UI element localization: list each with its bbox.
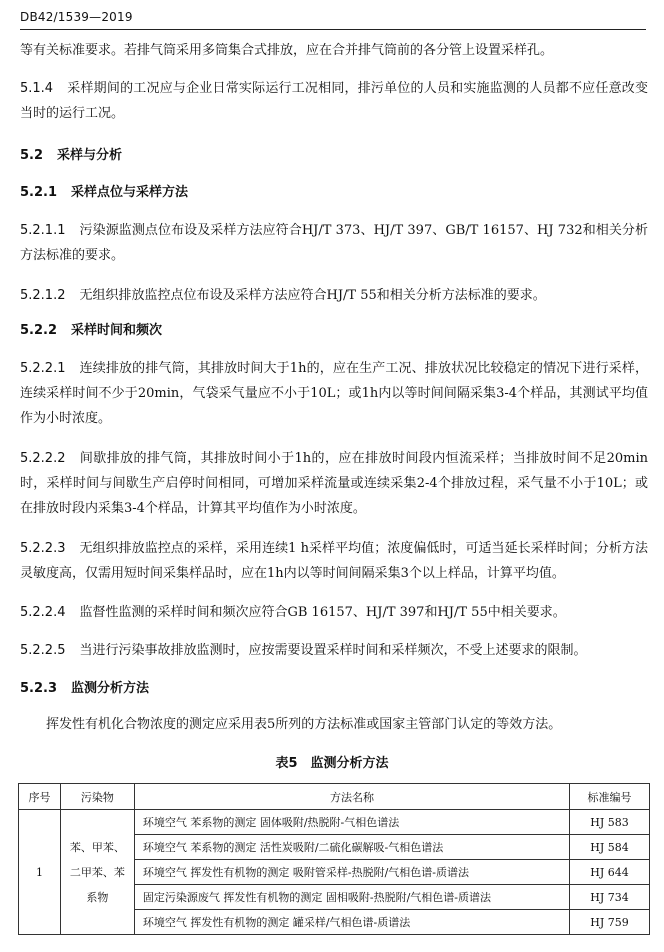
section-title: 监测分析方法 xyxy=(71,681,150,696)
clause-text: 监督性监测的采样时间和频次应符合GB 16157、HJ/T 397和HJ/T 55中相关要求。 xyxy=(79,605,566,620)
section-5-2-3 xyxy=(20,676,648,701)
clause-5-2-2-2 xyxy=(20,446,648,521)
section-5-2 xyxy=(20,143,648,168)
clause-5-2-1-2 xyxy=(20,283,648,308)
clause-text: 无组织排放监控点的采样，采用连续1 h采样平均值；浓度偏低时，可适当延长采样时间；分析方法灵敏度高，仅需用短时间采集样品时，应在1h内以等时间间隔采集3个以上样品，计算平均值。 xyxy=(20,541,648,581)
analysis-method-table xyxy=(18,783,650,935)
paragraph-text: 挥发性有机化合物浓度的测定应采用表5所列的方法标准或国家主管部门认定的等效方法。 xyxy=(46,717,562,732)
paragraph-method-note xyxy=(20,712,648,737)
clause-number: 5.2.2.4 xyxy=(20,605,66,620)
clause-5-2-2-5 xyxy=(20,638,648,663)
cell-std: HJ 644 xyxy=(570,860,650,885)
clause-5-2-1-1 xyxy=(20,218,648,268)
document-code: DB42/1539—2019 xyxy=(20,10,133,24)
header-std: 标准编号 xyxy=(570,784,650,810)
cell-std: HJ 734 xyxy=(570,885,650,910)
section-title: 采样与分析 xyxy=(57,148,123,163)
section-number: 5.2.1 xyxy=(20,185,58,200)
table-title: 表5 监测分析方法 xyxy=(275,756,389,771)
header-method: 方法名称 xyxy=(134,784,569,810)
paragraph-continuation xyxy=(20,38,648,63)
cell-method: 环境空气 挥发性有机物的测定 罐采样/气相色谱-质谱法 xyxy=(134,910,569,935)
clause-number: 5.2.2.1 xyxy=(20,361,66,376)
cell-std: HJ 584 xyxy=(570,835,650,860)
clause-number: 5.2.2.3 xyxy=(20,541,66,556)
section-5-2-1 xyxy=(20,180,648,205)
clause-5-1-4 xyxy=(20,76,648,126)
cell-method: 环境空气 苯系物的测定 固体吸附/热脱附-气相色谱法 xyxy=(134,810,569,835)
clause-text: 污染源监测点位布设及采样方法应符合HJ/T 373、HJ/T 397、GB/T 16157、HJ 732和相关分析方法标准的要求。 xyxy=(20,223,648,263)
clause-text: 当进行污染事故排放监测时，应按需要设置采样时间和采样频次，不受上述要求的限制。 xyxy=(79,643,587,658)
header-seq: 序号 xyxy=(19,784,61,810)
clause-number: 5.2.1.2 xyxy=(20,288,66,303)
cell-std: HJ 759 xyxy=(570,910,650,935)
clause-5-2-2-1 xyxy=(20,356,648,431)
clause-number: 5.1.4 xyxy=(20,81,54,96)
clause-5-2-2-3 xyxy=(20,536,648,586)
section-number: 5.2.2 xyxy=(20,323,58,338)
section-number: 5.2.3 xyxy=(20,681,58,696)
clause-number: 5.2.2.2 xyxy=(20,451,66,466)
clause-text: 连续排放的排气筒，其排放时间大于1h的，应在生产工况、排放状况比较稳定的情况下进行采样，连续采样时间不少于20min，气袋采气量应不小于10L；或1h内以等时间间隔采集3-4个样品，其测试平均值作为小时浓度。 xyxy=(20,361,648,426)
section-title: 采样点位与采样方法 xyxy=(71,185,189,200)
cell-std: HJ 583 xyxy=(570,810,650,835)
clause-text: 间歇排放的排气筒，其排放时间小于1h的，应在排放时间段内恒流采样；当排放时间不足20min时，采样时间与间歇生产启停时间相同，可增加采样流量或连续采集2-4个排放过程，采气量不小于10L；或在排放时段内采集3-4个样品，计算其平均值作为小时浓度。 xyxy=(20,451,648,516)
clause-5-2-2-4 xyxy=(20,600,648,625)
table-row xyxy=(19,810,650,835)
clause-text: 无组织排放监控点位布设及采样方法应符合HJ/T 55和相关分析方法标准的要求。 xyxy=(79,288,546,303)
cell-method: 环境空气 挥发性有机物的测定 吸附管采样-热脱附/气相色谱-质谱法 xyxy=(134,860,569,885)
clause-number: 5.2.2.5 xyxy=(20,643,66,658)
section-number: 5.2 xyxy=(20,148,44,163)
paragraph-text: 等有关标准要求。若排气筒采用多筒集合式排放，应在合并排气筒前的各分管上设置采样孔。 xyxy=(20,43,554,58)
header-pollutant: 污染物 xyxy=(60,784,134,810)
cell-method: 固定污染源废气 挥发性有机物的测定 固相吸附-热脱附/气相色谱-质谱法 xyxy=(134,885,569,910)
section-title: 采样时间和频次 xyxy=(71,323,163,338)
clause-number: 5.2.1.1 xyxy=(20,223,66,238)
cell-pollutant: 苯、甲苯、二甲苯、苯系物 xyxy=(60,810,134,935)
section-5-2-2 xyxy=(20,318,648,343)
cell-seq: 1 xyxy=(19,810,61,935)
cell-method: 环境空气 苯系物的测定 活性炭吸附/二硫化碳解吸-气相色谱法 xyxy=(134,835,569,860)
table-header-row xyxy=(19,784,650,810)
clause-text: 采样期间的工况应与企业日常实际运行工况相同，排污单位的人员和实施监测的人员都不应任意改变当时的运行工况。 xyxy=(20,81,648,121)
header-rule xyxy=(20,29,646,30)
